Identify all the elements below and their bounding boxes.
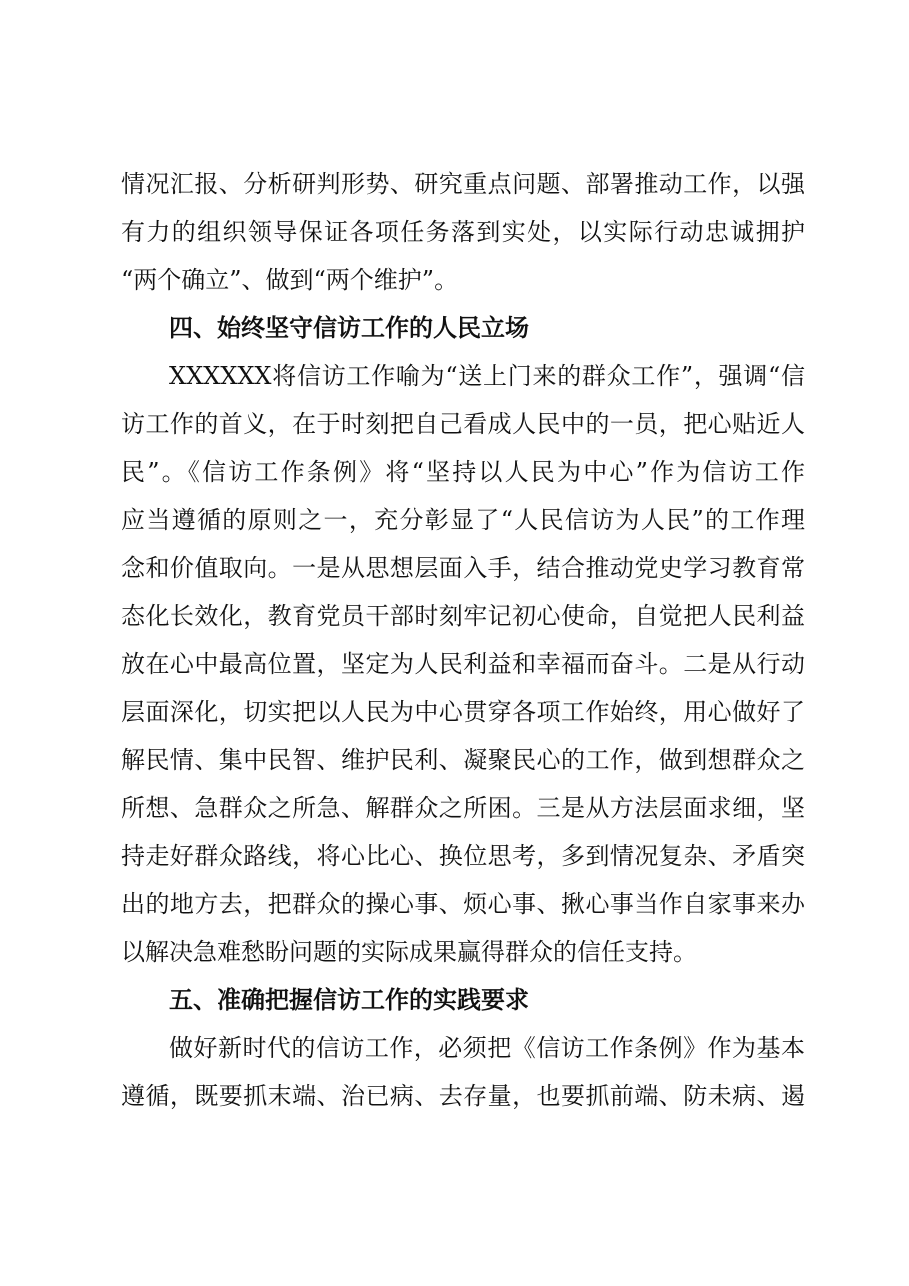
section-heading-5: 五、准确把握信访工作的实践要求 — [169, 986, 529, 1014]
paragraph-line: 遵循，既要抓末端、治已病、去存量，也要抓前端、防未病、遏 — [121, 1082, 805, 1110]
paragraph-line: XXXXXX将信访工作喻为“送上门来的群众工作”，强调“信 — [169, 362, 805, 390]
paragraph-line: “两个确立”、做到“两个维护”。 — [121, 266, 459, 294]
paragraph-line: 持走好群众路线，将心比心、换位思考，多到情况复杂、矛盾突 — [121, 842, 805, 870]
paragraph-line: 放在心中最高位置，坚定为人民利益和幸福而奋斗。二是从行动 — [121, 650, 805, 678]
paragraph-line: 层面深化，切实把以人民为中心贯穿各项工作始终，用心做好了 — [121, 698, 805, 726]
paragraph-line: 念和价值取向。一是从思想层面入手，结合推动党史学习教育常 — [121, 554, 805, 582]
paragraph-line: 解民情、集中民智、维护民利、凝聚民心的工作，做到想群众之 — [121, 746, 805, 774]
paragraph-line: 应当遵循的原则之一，充分彰显了“人民信访为人民”的工作理 — [121, 506, 805, 534]
paragraph-line: 以解决急难愁盼问题的实际成果赢得群众的信任支持。 — [121, 938, 697, 966]
paragraph-line: 态化长效化，教育党员干部时刻牢记初心使命，自觉把人民利益 — [121, 602, 805, 630]
paragraph-line: 出的地方去，把群众的操心事、烦心事、揪心事当作自家事来办 — [121, 890, 805, 918]
paragraph-line: 访工作的首义，在于时刻把自己看成人民中的一员，把心贴近人 — [121, 410, 805, 438]
paragraph-line: 情况汇报、分析研判形势、研究重点问题、部署推动工作，以强 — [121, 170, 805, 198]
paragraph-line: 所想、急群众之所急、解群众之所困。三是从方法层面求细，坚 — [121, 794, 805, 822]
paragraph-line: 有力的组织领导保证各项任务落到实处，以实际行动忠诚拥护 — [121, 218, 805, 246]
document-body — [121, 160, 805, 1120]
section-heading-4: 四、始终坚守信访工作的人民立场 — [169, 314, 529, 342]
paragraph-line: 做好新时代的信访工作，必须把《信访工作条例》作为基本 — [169, 1034, 805, 1062]
paragraph-line: 民”。《信访工作条例》将“坚持以人民为中心”作为信访工作 — [121, 458, 805, 486]
